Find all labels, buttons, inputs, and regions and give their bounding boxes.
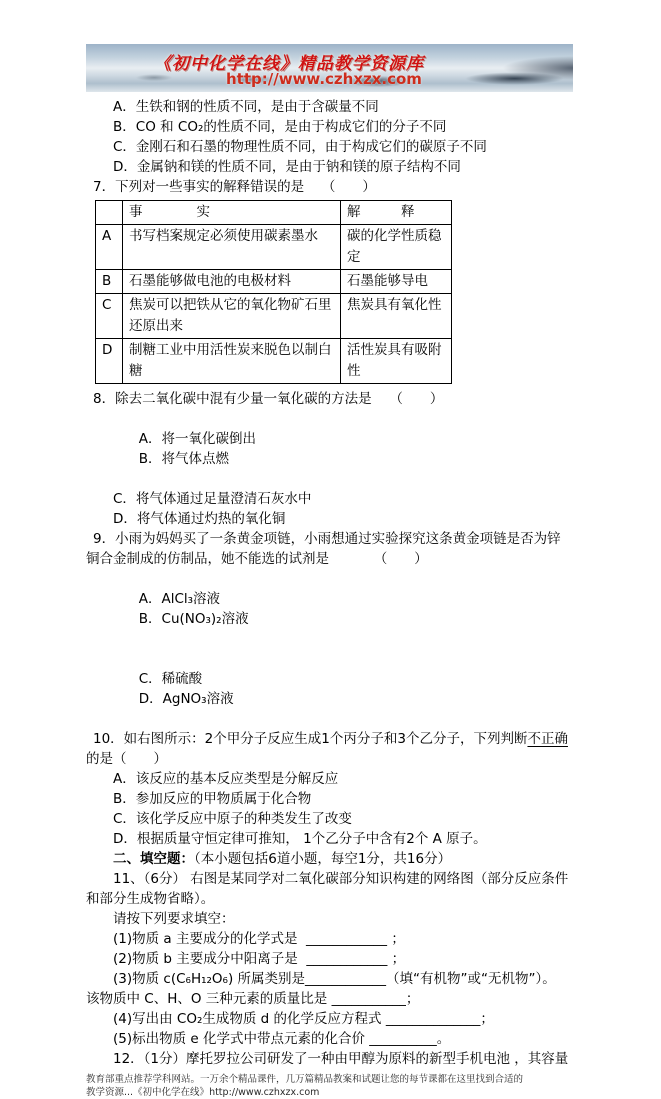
document-content: [86, 44, 586, 1099]
table-row: [96, 339, 452, 384]
q8-option-b: B．将气体点燃: [138, 451, 230, 467]
footer-site-url: http://www.czhxzx.com: [209, 1087, 320, 1098]
row-fact: 书写档案规定必须使用碳素墨水: [123, 225, 341, 270]
q9-stem-line2: 铜合金制成的仿制品，她不能选的试剂是 （ ）: [86, 551, 428, 567]
row-label: C: [96, 294, 123, 339]
q10-option-c: C．该化学反应中原子的种类发生了改变: [113, 811, 352, 827]
q11-instruction: 请按下列要求填空：: [113, 911, 235, 927]
q10-stem-line2: 的是（ ）: [86, 751, 167, 767]
q10-stem-line1: [86, 729, 586, 749]
q6-option-c: C．金刚石和石墨的物理性质不同，由于构成它们的碳原子不同: [113, 139, 487, 155]
q9-options-ab: [86, 569, 586, 649]
q6-option-b: B．CO 和 CO₂的性质不同，是由于构成它们的分子不同: [113, 119, 447, 135]
q10-option-a: A．该反应的基本反应类型是分解反应: [113, 771, 339, 787]
footer-note: [86, 1073, 546, 1099]
q10-option-d: D．根据质量守恒定律可推知， 1个乙分子中含有2个 A 原子。: [113, 831, 487, 847]
footer-note-line1: 教育部重点推荐学科网站。一万余个精品课件，几万篇精品教案和试题让您的每节课都在这里找到合适的: [86, 1074, 524, 1085]
q11-blank-4: (4)写出由 CO₂生成物质 d 的化学反应方程式 ______________；: [113, 1011, 494, 1027]
section2-heading: 二、填空题：: [113, 851, 194, 867]
footer-note-line2-text: 教学资源...《初中化学在线》: [86, 1087, 210, 1098]
table-row: [96, 294, 452, 339]
q10-option-b: B．参加反应的甲物质属于化合物: [113, 791, 312, 807]
q10-stem-underlined: 不正确: [527, 731, 568, 747]
row-label: A: [96, 225, 123, 270]
table-header-explain: 解 释: [341, 201, 452, 225]
q6-option-a: A．生铁和钢的性质不同，是由于含碳量不同: [113, 99, 379, 115]
q7-stem: 7．下列对一些事实的解释错误的是 （ ）: [93, 179, 376, 195]
banner-site-url: http://www.czhxzx.com: [226, 70, 422, 88]
q9-option-d: D．AgNO₃溶液: [138, 691, 234, 707]
q8-option-d: D．将气体通过灼热的氧化铜: [113, 511, 286, 527]
section2-heading-line: [86, 849, 586, 869]
banner-site-title: 《初中化学在线》精品教学资源库: [154, 54, 424, 74]
q11-blank-1: (1)物质 a 主要成分的化学式是 ____________ ；: [113, 931, 405, 947]
table-header-blank: [96, 201, 123, 225]
q11-blank-2: (2)物质 b 主要成分中阳离子是 ____________ ；: [113, 951, 406, 967]
q11-stem-line1: 11、（6分） 右图是某同学对二氧化碳部分知识构建的网络图（部分反应条件: [113, 871, 569, 887]
q11-stem-line2: 和部分生成物省略）。: [86, 891, 215, 907]
row-explain: 焦炭具有氧化性: [341, 294, 452, 339]
q9-option-b: B．Cu(NO₃)₂溶液: [138, 611, 249, 627]
row-explain: 碳的化学性质稳定: [341, 225, 452, 270]
row-fact: 制糖工业中用活性炭来脱色以制白糖: [123, 339, 341, 384]
row-fact: 焦炭可以把铁从它的氧化物矿石里还原出来: [123, 294, 341, 339]
q9-stem-line1: 9．小雨为妈妈买了一条黄金项链，小雨想通过实验探究这条黄金项链是否为锌: [93, 531, 561, 547]
row-label: B: [96, 270, 123, 294]
footer-note-line2: [86, 1086, 546, 1099]
q11-blank-3a: (3)物质 c(C₆H₁₂O₆) 所属类别是____________（填“有机物”或“无机物”）。: [113, 971, 556, 987]
q9-options-cd: [86, 649, 586, 729]
row-label: D: [96, 339, 123, 384]
q8-option-c: C．将气体通过足量澄清石灰水中: [113, 491, 312, 507]
q8-stem: 8．除去二氧化碳中混有少量一氧化碳的方法是 （ ）: [93, 391, 444, 407]
fact-explain-table: [95, 200, 452, 384]
table-header-fact: 事 实: [123, 201, 341, 225]
q11-blank-5: (5)标出物质 e 化学式中带点元素的化合价 __________。: [113, 1031, 451, 1047]
q10-stem-text: 10．如右图所示：2个甲分子反应生成1个丙分子和3个乙分子，下列判断: [93, 731, 528, 747]
q9-option-a: A．AlCl₃溶液: [138, 591, 221, 607]
table-header-row: [96, 201, 452, 225]
q12-stem-line1: 12．（1分）摩托罗拉公司研发了一种由甲醇为原料的新型手机电池 ，其容量: [113, 1051, 569, 1067]
section2-heading-note: （本小题包括6道小题，每空1分，共16分）: [194, 851, 452, 867]
q6-option-d: D．金属钠和镁的性质不同，是由于钠和镁的原子结构不同: [113, 159, 461, 175]
q8-option-a: A．将一氧化碳倒出: [138, 431, 256, 447]
row-explain: 石墨能够导电: [341, 270, 452, 294]
q9-option-c: C．稀硫酸: [138, 671, 203, 687]
q11-blank-3b: 该物质中 C、H、O 三种元素的质量比是 ___________；: [86, 991, 420, 1007]
site-banner-image: [86, 44, 573, 92]
table-row: [96, 225, 452, 270]
table-row: [96, 270, 452, 294]
q8-options-ab: [86, 409, 586, 489]
row-fact: 石墨能够做电池的电极材料: [123, 270, 341, 294]
row-explain: 活性炭具有吸附性: [341, 339, 452, 384]
